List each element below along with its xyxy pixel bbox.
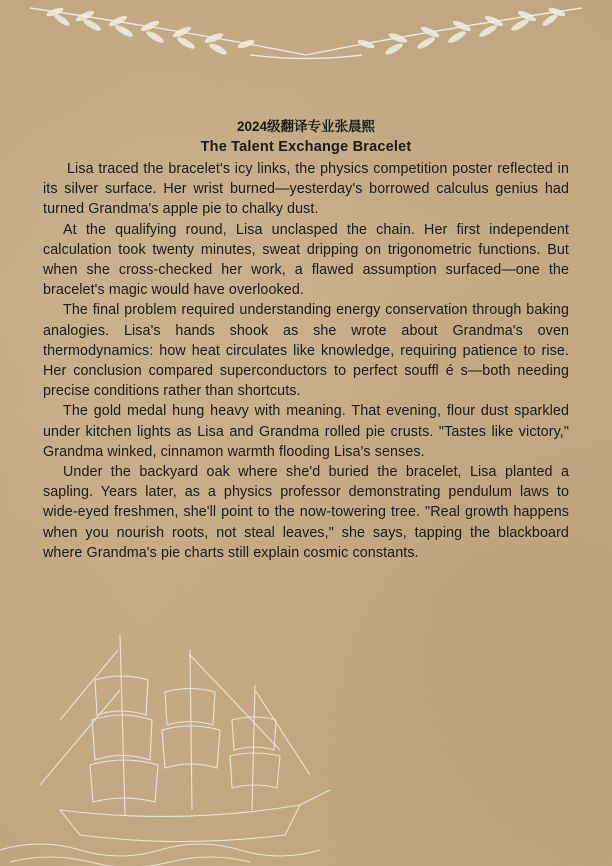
- laurel-branches-icon: [0, 0, 612, 75]
- story-title: The Talent Exchange Bracelet: [200, 139, 412, 155]
- paragraph: Under the backyard oak where she'd buried the bracelet, Lisa planted a sapling. Years later, as a physics professor demonstrating pendulum laws to wide-eyed freshmen, she'll point to the now-towering tree. "Real growth happens when you nourish roots, not steal leaves," she says, tapping the blackboard where Grandma's pie charts still explain cosmic constants.: [43, 464, 569, 561]
- paragraph: Lisa traced the bracelet's icy links, the physics competition poster reflected in its silver surface. Her wrist burned—yesterday's borrowed calculus genius had turned Grandma's apple pie to chalky dust.: [43, 161, 569, 218]
- story-body: [43, 159, 569, 563]
- heading-block: [0, 117, 612, 157]
- paragraph: The gold medal hung heavy with meaning. That evening, flour dust sparkled under kitchen lights as Lisa and Grandma rolled pie crusts. "Tastes like victory," Grandma winked, cinnamon warmth flooding Lisa's senses.: [43, 403, 569, 460]
- paragraph: At the qualifying round, Lisa unclasped the chain. Her first independent calculation took twenty minutes, sweat dripping on trigonometric functions. But when she cross-checked her work, a flawed assumption surfaced—one the bracelet's magic would have overlooked.: [43, 221, 569, 299]
- author-line: 2024级翻译专业张晨熙: [236, 119, 376, 134]
- paragraph: The final problem required understanding energy conservation through baking analogies. Lisa's hands shook as she wrote about Grandma's oven thermodynamics: how heat circulates like knowledge, requiring patience to rise. Her conclusion compared superconductors to perfect souffl é s—both needing precise conditions rather than shortcuts.: [43, 302, 569, 400]
- sailing-ship-icon: [0, 610, 340, 866]
